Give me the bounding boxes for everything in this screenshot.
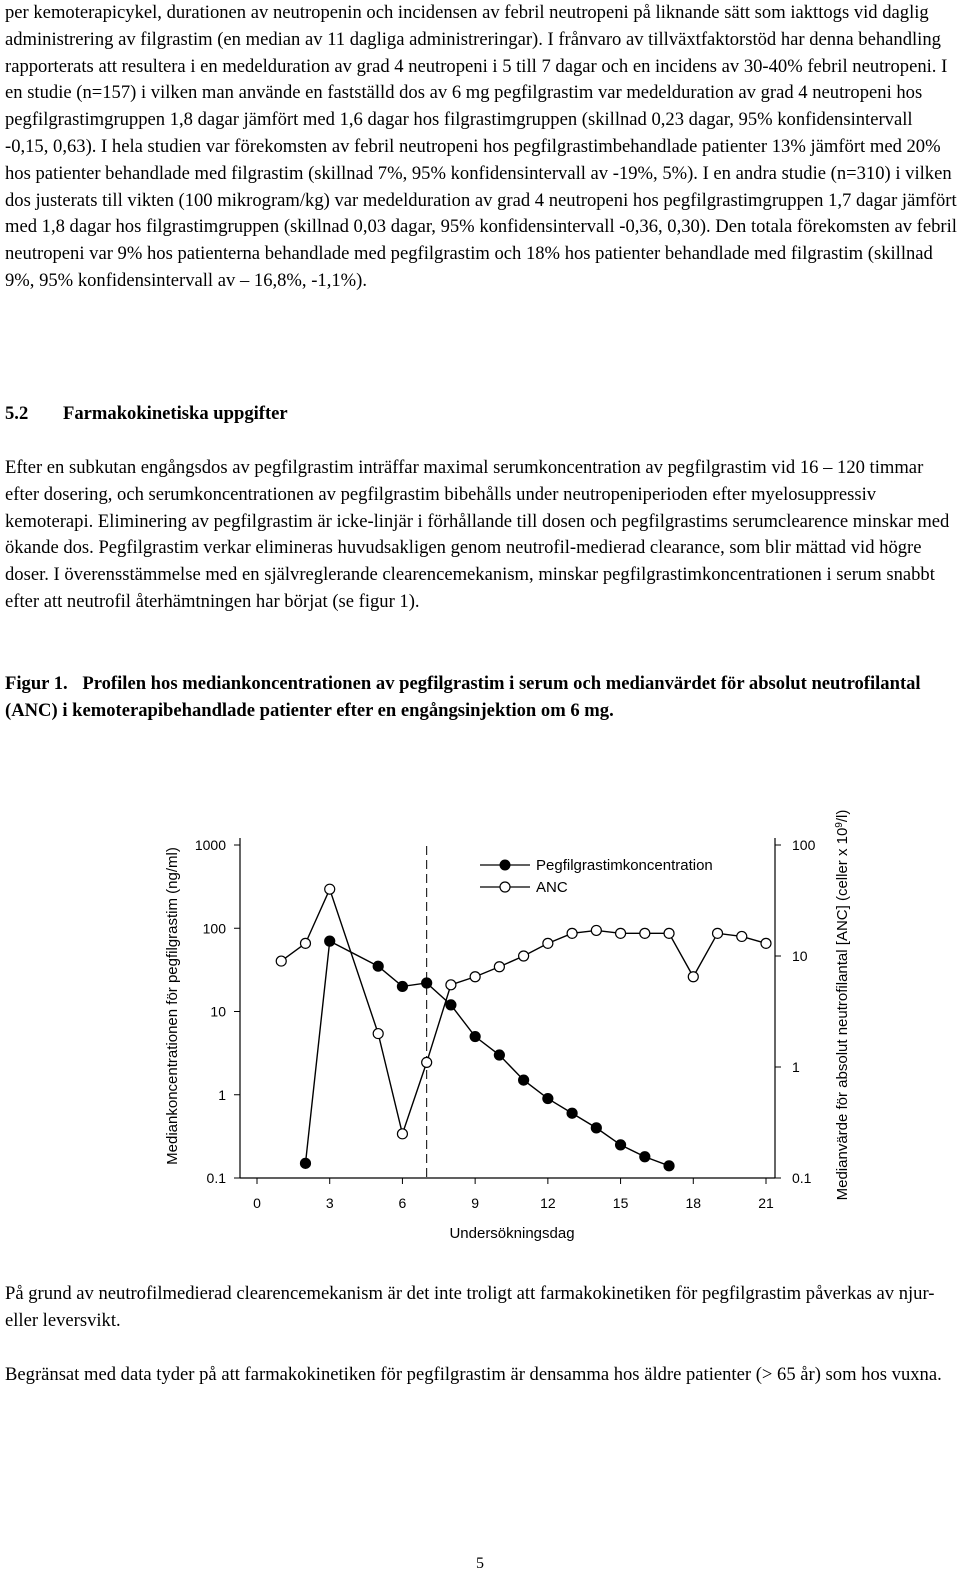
x-tick-label: 9 [471,1195,480,1211]
pegfilgrastim-point [494,1050,504,1060]
series-points [276,884,771,1171]
left-tick-label: 100 [202,920,226,937]
left-axis-ticks [195,837,240,1186]
right-tick-label: 0.1 [792,1170,812,1186]
anc-point [761,938,771,948]
left-tick-label: 1 [218,1086,226,1103]
x-tick-label: 21 [758,1195,774,1211]
pegfilgrastim-point [640,1152,650,1162]
x-tick-label: 18 [685,1195,702,1211]
x-tick-label: 15 [612,1195,629,1211]
pegfilgrastim-point [325,936,335,946]
anc-point [276,956,286,966]
anc-point [470,972,480,982]
right-tick-label: 1 [792,1059,800,1075]
pegfilgrastim-point [397,981,407,991]
pk-anc-chart [150,770,860,1250]
anc-point [422,1057,432,1067]
anc-point [591,925,601,935]
right-axis-label-suffix: /l) [834,809,851,823]
x-tick-label: 0 [253,1195,261,1211]
left-tick-label: 1000 [194,837,226,853]
pegfilgrastim-point [591,1123,601,1133]
x-axis-ticks [253,1178,774,1211]
pegfilgrastim-point [300,1158,310,1168]
anc-point [640,928,650,938]
intro-paragraph: per kemoterapicykel, durationen av neutropenin och incidensen av febril neutropeni på liknande sätt som iakttogs vid daglig administrering av filgrastim (en median av 11 dagliga administreringar). I frånvaro av tillväxtfaktorstöd har denna behandling rapporterats att resultera i en medelduration av grad 4 neutropeni i 5 till 7 dagar och en incidens av 30-40% febril neutropeni. I en studie (n=157) i vilken man använde en fastställd dos av 6 mg pegfilgrastim var medelduration av grad 4 neutropeni hos pegfilgrastimgruppen 1,8 dagar jämfört med 1,6 dagar hos filgrastimgruppen (skillnad 0,23 dagar, 95% konfidensintervall -0,15, 0,63). I hela studien var förekomsten av febril neutropeni hos pegfilgrastimbehandlade patienter 13% jämfört med 20% hos patienter behandlade med filgrastim (skillnad 7%, 95% konfidensintervall av -19%, 5%). I en andra studie (n=310) i vilken dos justerats till vikten (100 mikrogram/kg) var medelduration av grad 4 neutropeni hos pegfilgrastimgruppen 1,7 dagar jämfört med 1,8 dagar hos filgrastimgruppen (skillnad 0,03 dagar, 95% konfidensintervall -0,36, 0,30). Den totala förekomsten av febril neutropeni var 9% hos patienterna behandlade med pegfilgrastim och 18% hos patienter behandlade med filgrastim (skillnad 9%, 95% konfidensintervall av – 16,8%, -1,1%). [5,2,957,291]
pegfilgrastim-point [446,1000,456,1010]
section-title: Farmakokinetiska uppgifter [63,403,288,424]
figure-caption [5,671,959,725]
section-number: 5.2 [5,403,29,424]
right-axis-label-prefix: Medianvärde för absolut neutrofilantal [ANC] (celler x 10 [834,827,851,1201]
anc-point [397,1129,407,1139]
right-axis-label [834,810,852,1201]
legend-marker-pegfilgrastim [500,860,510,870]
pegfilgrastim-point [567,1108,577,1118]
anc-point [373,1029,383,1039]
pegfilgrastim-point [373,961,383,971]
figure-caption-text: Profilen hos mediankoncentrationen av pegfilgrastim i serum och medianvärdet för absolut neutrofilantal (ANC) i kemoterapibehandlade patienter efter en engångsinjektion om 6 mg. [5,673,921,721]
pegfilgrastim-line [305,941,669,1166]
clearance-paragraph: På grund av neutrofilmedierad clearencemekanism är det inte troligt att farmakokinetiken för pegfilgrastim påverkas av njur- eller leversvikt. [5,1283,935,1331]
anc-point [519,951,529,961]
right-axis-ticks [775,837,816,1186]
pegfilgrastim-point [616,1140,626,1150]
x-tick-label: 6 [398,1195,407,1211]
anc-point [543,938,553,948]
anc-point [325,884,335,894]
anc-point [300,938,310,948]
legend-label-anc: ANC [536,879,568,896]
elderly-paragraph: Begränsat med data tyder på att farmakokinetiken för pegfilgrastim är densamma hos äldre patienter (> 65 år) som hos vuxna. [5,1364,942,1385]
legend-label-pegfilgrastim: Pegfilgrastimkoncentration [536,857,713,874]
left-axis-label: Mediankoncentrationen för pegfilgrastim (ng/ml) [164,847,181,1165]
anc-point [664,928,674,938]
right-axis-label-exponent: 9 [833,822,845,828]
pharmacokinetics-paragraph: Efter en subkutan engångsdos av pegfilgrastim inträffar maximal serumkoncentration av pegfilgrastim vid 16 – 120 timmar efter dosering, och serumkoncentrationen av pegfilgrastim bibehålls under neutropeniperioden efter myelosuppressiv kemoterapi. Eliminering av pegfilgrastim är icke-linjär i förhållande till dosen och pegfilgrastims serumclearence minskar med ökande dos. Pegfilgrastim verkar elimineras huvudsakligen genom neutrofil-medierad clearance, som blir mättad vid högre doser. I överensstämmelse med en självreglerande clearencemekanism, minskar pegfilgrastimkoncentrationen i serum snabbt efter att neutrofil återhämtningen har börjat (se figur 1). [5,457,950,612]
x-tick-label: 3 [325,1195,334,1211]
x-tick-label: 12 [540,1195,556,1211]
anc-point [494,962,504,972]
pegfilgrastim-point [422,978,432,988]
left-tick-label: 10 [210,1003,226,1020]
anc-point [688,972,698,982]
anc-point [616,928,626,938]
series-lines [281,889,766,1166]
section-heading [5,401,959,428]
left-tick-label: 0.1 [206,1170,226,1186]
pegfilgrastim-point [470,1032,480,1042]
anc-point [737,931,747,941]
x-axis-label: Undersökningsdag [449,1225,575,1242]
legend-marker-anc [500,882,510,892]
legend [480,857,713,896]
figure-label: Figur 1. [5,673,68,694]
right-tick-label: 10 [792,948,808,964]
anc-line [281,889,766,1134]
right-tick-label: 100 [792,837,816,853]
anc-point [446,980,456,990]
anc-point [713,928,723,938]
page-number: 5 [476,1555,484,1572]
pegfilgrastim-point [664,1161,674,1171]
pegfilgrastim-point [543,1094,553,1104]
pegfilgrastim-point [519,1075,529,1085]
anc-point [567,928,577,938]
